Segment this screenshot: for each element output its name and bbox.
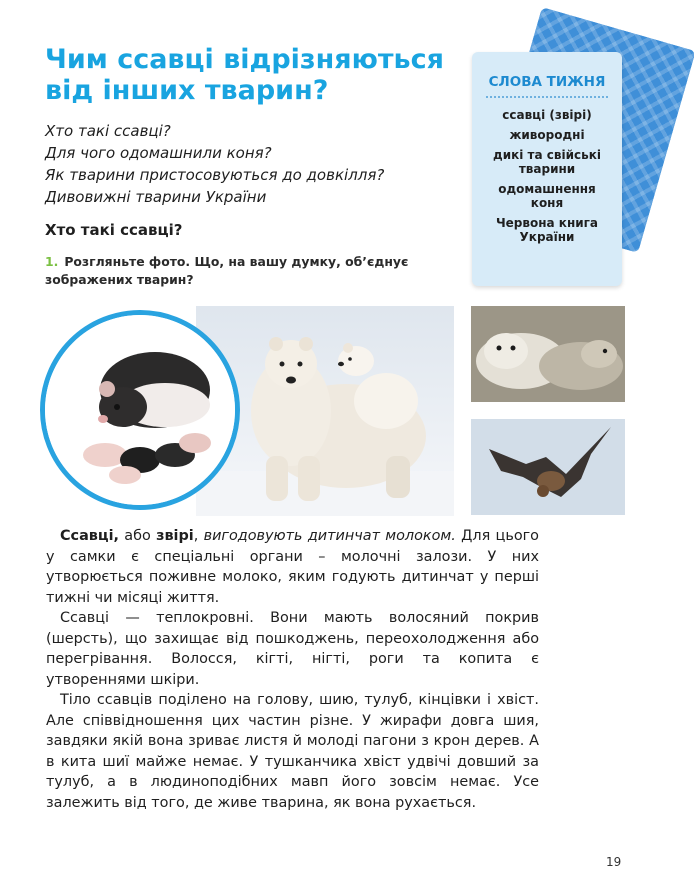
text-fragment: Для цього у самки є спеціальні органи – молочні залози. У них утворюється поживне молоко, яким годують дитинчат у перші тижні чи місяці життя. <box>46 528 539 606</box>
photo-rat-with-pups <box>40 310 240 510</box>
task-text: Розгляньте фото. Що, на вашу думку, об’єднує зображених тварин? <box>45 254 409 287</box>
lesson-questions <box>45 120 445 208</box>
question-3: Як тварини пристосовуються до довкілля? <box>45 166 385 184</box>
words-of-week-title: СЛОВА ТИЖНЯ <box>488 74 606 90</box>
photo-fruit-bat <box>471 419 625 515</box>
section-heading: Хто такі ссавці? <box>45 221 183 239</box>
word-item: Червона книга України <box>495 216 599 244</box>
word-item: ссавці (звірі) <box>502 108 592 122</box>
page-title-line1: Чим ссавці відрізняються <box>45 44 444 75</box>
photo-seals <box>471 306 625 402</box>
card-divider <box>486 96 608 98</box>
page-title <box>45 44 465 106</box>
question-1: Хто такі ссавці? <box>45 122 171 140</box>
term-mammals: Ссавці, <box>60 528 119 544</box>
text-fragment: , <box>193 528 204 544</box>
words-of-week-card <box>472 52 622 286</box>
page-title-line2: від інших тварин? <box>45 75 329 106</box>
definition: вигодовують дитинчат молоком. <box>203 528 456 544</box>
page-number: 19 <box>606 855 622 869</box>
paragraph-3: Тіло ссавців поділено на голову, шию, тулуб, кінцівки і хвіст. Але співвідношення цих частин різне. У жирафи довга шия, завдяки якій вона зриває листя й молоді пагони з крон дерев. А в кита шиї майже немає. У тушканчика хвіст удвічі довший за тулуб, а в людиноподібних мавп його зовсім немає. Усе залежить від того, де живе тварина, як вона рухається. <box>46 692 539 811</box>
task-1 <box>45 253 465 289</box>
article-body <box>46 526 539 813</box>
word-item: дикі та свійські тварини <box>493 148 601 176</box>
word-item: одомашнення коня <box>498 182 596 210</box>
paragraph-1 <box>46 526 539 608</box>
text-fragment: або <box>118 528 157 544</box>
task-number: 1. <box>45 254 59 269</box>
question-4: Дивовижні тварини України <box>45 188 267 206</box>
term-beasts: звірі <box>156 528 194 544</box>
question-2: Для чого одомашнили коня? <box>45 144 272 162</box>
word-item: живородні <box>509 128 585 142</box>
paragraph-2: Ссавці — теплокровні. Вони мають волосяний покрив (шерсть), що захищає від пошкоджень, переохолодження або перегрівання. Волосся, кігті, нігті, роги та копита є утвореннями шкіри. <box>46 610 539 688</box>
